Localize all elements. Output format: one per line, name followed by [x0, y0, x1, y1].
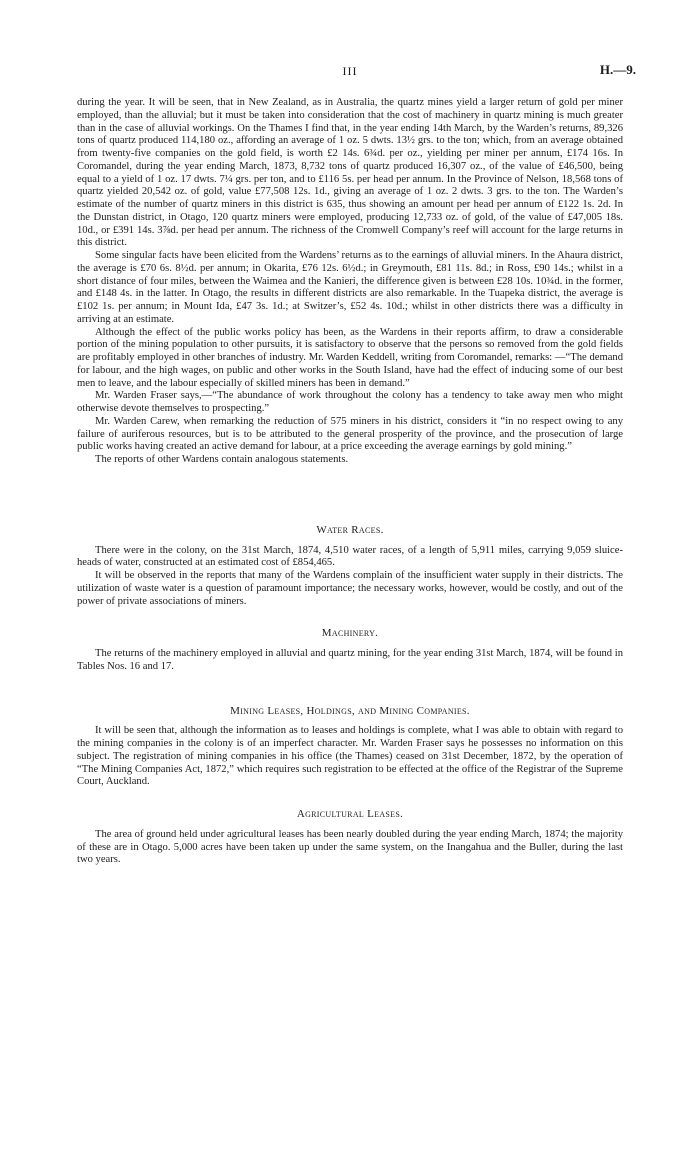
sheet-reference: H.—9. [599, 62, 636, 77]
paragraph: The area of ground held under agricultural leases has been nearly doubled during the year ending March, 1874; the majority of these are in Otago. 5,000 acres have been taken up under the same system, on the Inangahua and the Buller, during the last two years. [77, 828, 623, 866]
paragraph: Mr. Warden Carew, when remarking the reduction of 575 miners in his district, considers it “in no respect owing to any failure of auriferous resources, but is to be attributed to the general prosperity of the province, and the prosecution of large public works having created an active demand for labour, at a price exceeding the average earnings by gold mining.” [77, 415, 623, 453]
section-heading-water-races: Water Races. [316, 523, 384, 536]
paragraph: It will be seen that, although the information as to leases and holdings is complete, what I was able to obtain with regard to the mining companies in the colony is of an imperfect character. Mr. Warden Fraser says he possesses no information on this subject. The registration of mining companies in his office (the Thames) ceased on 31st December, 1872, by the operation of “The Mining Companies Act, 1872,” which requires such registration to be effected at the office of the Registrar of the Supreme Court, Auckland. [77, 725, 623, 788]
paragraph: Mr. Warden Fraser says,—“The abundance of work throughout the colony has a tendency to take away men who might otherwise devote themselves to prospecting.” [77, 390, 623, 414]
page-number: III [342, 64, 358, 78]
paragraph: during the year. It will be seen, that in New Zealand, as in Australia, the quartz mines yield a larger return of gold per miner employed, than the alluvial; but it must be taken into consideration that the cost of machinery in quartz mining is much greater than in the case of alluvial workings. On the Thames I find that, in the year ending 14th March, by the Warden’s returns, 89,326 tons of quartz produced 114,180 oz., affording an average of 1 oz. 5 dwts. 13½ grs. to the ton; which, from an average obtained from twenty-five companies on the gold field, is worth £2 14s. 6¾d. per oz., yielding per miner per annum, £174 16s. In Coromandel, during the year ending March, 1873, 8,732 tons of quartz produced 16,307 oz., of the value of £46,500, being equal to a yield of 1 oz. 17 dwts. 7¼ grs. per ton, and to £116 5s. per head per annum. In the Province of Nelson, 18,568 tons of quartz yielded 20,542 oz. of gold, value £77,508 12s. 1d., giving an average of 1 oz. 2 dwts. 3 grs. to the ton. The Warden’s estimate of the number of quartz miners in this district is 635, thus showing an amount per head per annum of £122 1s. 2d. In the Dunstan district, in Otago, 120 quartz miners were employed, producing 12,733 oz. of gold, of the value of £47,005 18s. 10d., or £391 14s. 3⅞d. per head per annum. The richness of the Cromwell Company’s reef will account for the large returns in this district. [77, 97, 623, 249]
paragraph: It will be observed in the reports that many of the Wardens complain of the insufficient water supply in their districts. The utilization of waste water is a question of paramount importance; the necessary works, however, would be costly, and out of the power of private associations of miners. [77, 570, 623, 607]
paragraph: Although the effect of the public works policy has been, as the Wardens in their reports affirm, to draw a considerable portion of the mining population to other pursuits, it is satisfactory to observe that the persons so removed from the gold fields are profitably employed in other branches of industry. Mr. Warden Keddell, writing from Coromandel, remarks: —“The demand for labour, and the high wages, on public and other works in the South Island, have had the effect of inducing some of our best men to leave, and the labour especially of skilled miners has been in demand.” [77, 326, 623, 389]
section-heading-agricultural-leases: Agricultural Leases. [296, 808, 404, 820]
paragraph: The reports of other Wardens contain analogous statements. [95, 454, 349, 465]
paragraph: Some singular facts have been elicited from the Wardens’ returns as to the earnings of alluvial miners. In the Ahaura district, the average is £70 6s. 8½d. per annum; in Okarita, £76 12s. 6½d.; in Greymouth, £81 11s. 8d.; in Ross, £90 14s.; whilst in a short distance of four miles, between the Waimea and the Kanieri, the difference given is between £28 10s. 10¾d. in the former, and £148 4s. in the latter. In Otago, the results in different districts are also remarkable. In the Tuapeka district, the average is £102 1s. per annum; in Mount Ida, £47 3s. 1d.; at Switzer’s, £52 4s. 10d.; whilst in other districts there was a difficulty in arriving at an estimate. [77, 250, 623, 325]
paragraph: The returns of the machinery employed in alluvial and quartz mining, for the year ending 31st March, 1874, will be found in Tables Nos. 16 and 17. [77, 648, 623, 672]
document-body [77, 97, 623, 867]
paragraph: There were in the colony, on the 31st March, 1874, 4,510 water races, of a length of 5,911 miles, carrying 9,059 sluice-heads of water, constructed at an estimated cost of £854,465. [77, 544, 623, 569]
section-heading-machinery: Machinery. [321, 627, 379, 640]
section-heading-mining-leases: Mining Leases, Holdings, and Mining Companies. [230, 704, 470, 717]
